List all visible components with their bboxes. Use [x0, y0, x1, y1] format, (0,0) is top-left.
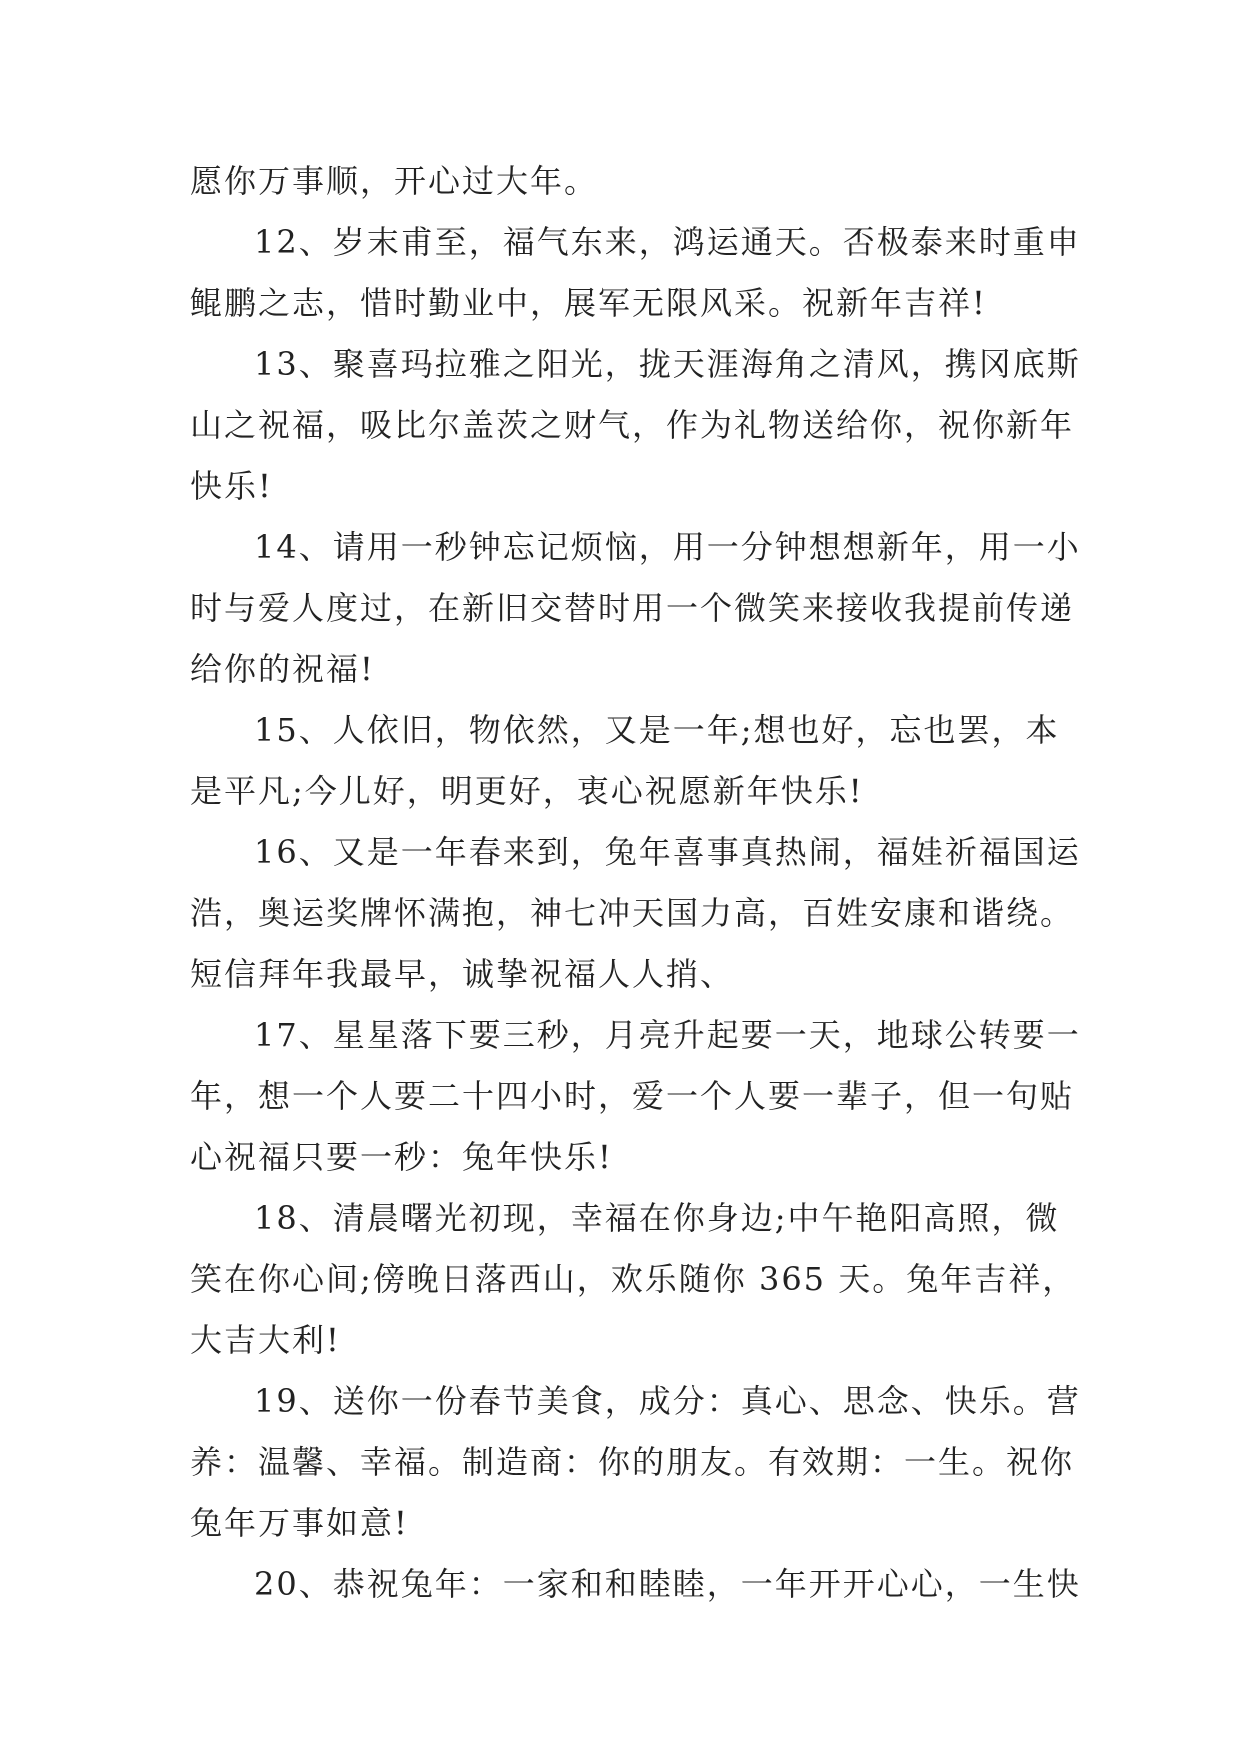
text-line: 鲲鹏之志，惜时勤业中，展军无限风采。祝新年吉祥! — [190, 284, 987, 322]
text-line: 养：温馨、幸福。制造商：你的朋友。有效期：一生。祝你 — [190, 1443, 1075, 1481]
text-line: 浩，奥运奖牌怀满抱，神七冲天国力高，百姓安康和谐绕。 — [190, 894, 1075, 932]
document-body — [190, 151, 1081, 1615]
text-line: 时与爱人度过，在新旧交替时用一个微笑来接收我提前传递 — [190, 589, 1075, 627]
text-line: 18、清晨曙光初现，幸福在你身边;中午艳阳高照，微 — [254, 1199, 1060, 1237]
text-line: 19、送你一份春节美食，成分：真心、思念、快乐。营 — [254, 1382, 1081, 1420]
text-line: 是平凡;今儿好，明更好，衷心祝愿新年快乐! — [190, 772, 864, 810]
text-line: 短信拜年我最早，诚挚祝福人人捎、 — [190, 955, 735, 993]
text-line: 20、恭祝兔年：一家和和睦睦，一年开开心心，一生快 — [254, 1565, 1081, 1603]
text-line: 愿你万事顺，开心过大年。 — [190, 162, 599, 200]
text-line: 快乐! — [190, 467, 273, 505]
text-line: 大吉大利! — [190, 1321, 341, 1359]
text-line: 兔年万事如意! — [190, 1504, 409, 1542]
text-line: 12、岁末甫至，福气东来，鸿运通天。否极泰来时重申 — [254, 223, 1081, 261]
text-line: 山之祝福，吸比尔盖茨之财气，作为礼物送给你，祝你新年 — [190, 406, 1075, 444]
text-line: 心祝福只要一秒：兔年快乐! — [190, 1138, 613, 1176]
text-line: 13、聚喜玛拉雅之阳光，拢天涯海角之清风，携冈底斯 — [254, 345, 1081, 383]
text-line: 15、人依旧，物依然，又是一年;想也好，忘也罢，本 — [254, 711, 1060, 749]
text-line: 14、请用一秒钟忘记烦恼，用一分钟想想新年，用一小 — [254, 528, 1081, 566]
text-line: 17、星星落下要三秒，月亮升起要一天，地球公转要一 — [254, 1016, 1081, 1054]
text-line: 笑在你心间;傍晚日落西山，欢乐随你 365 天。兔年吉祥， — [190, 1260, 1077, 1298]
text-line: 年，想一个人要二十四小时，爱一个人要一辈子，但一句贴 — [190, 1077, 1075, 1115]
text-line: 给你的祝福! — [190, 650, 375, 688]
text-line: 16、又是一年春来到，兔年喜事真热闹，福娃祈福国运 — [254, 833, 1081, 871]
